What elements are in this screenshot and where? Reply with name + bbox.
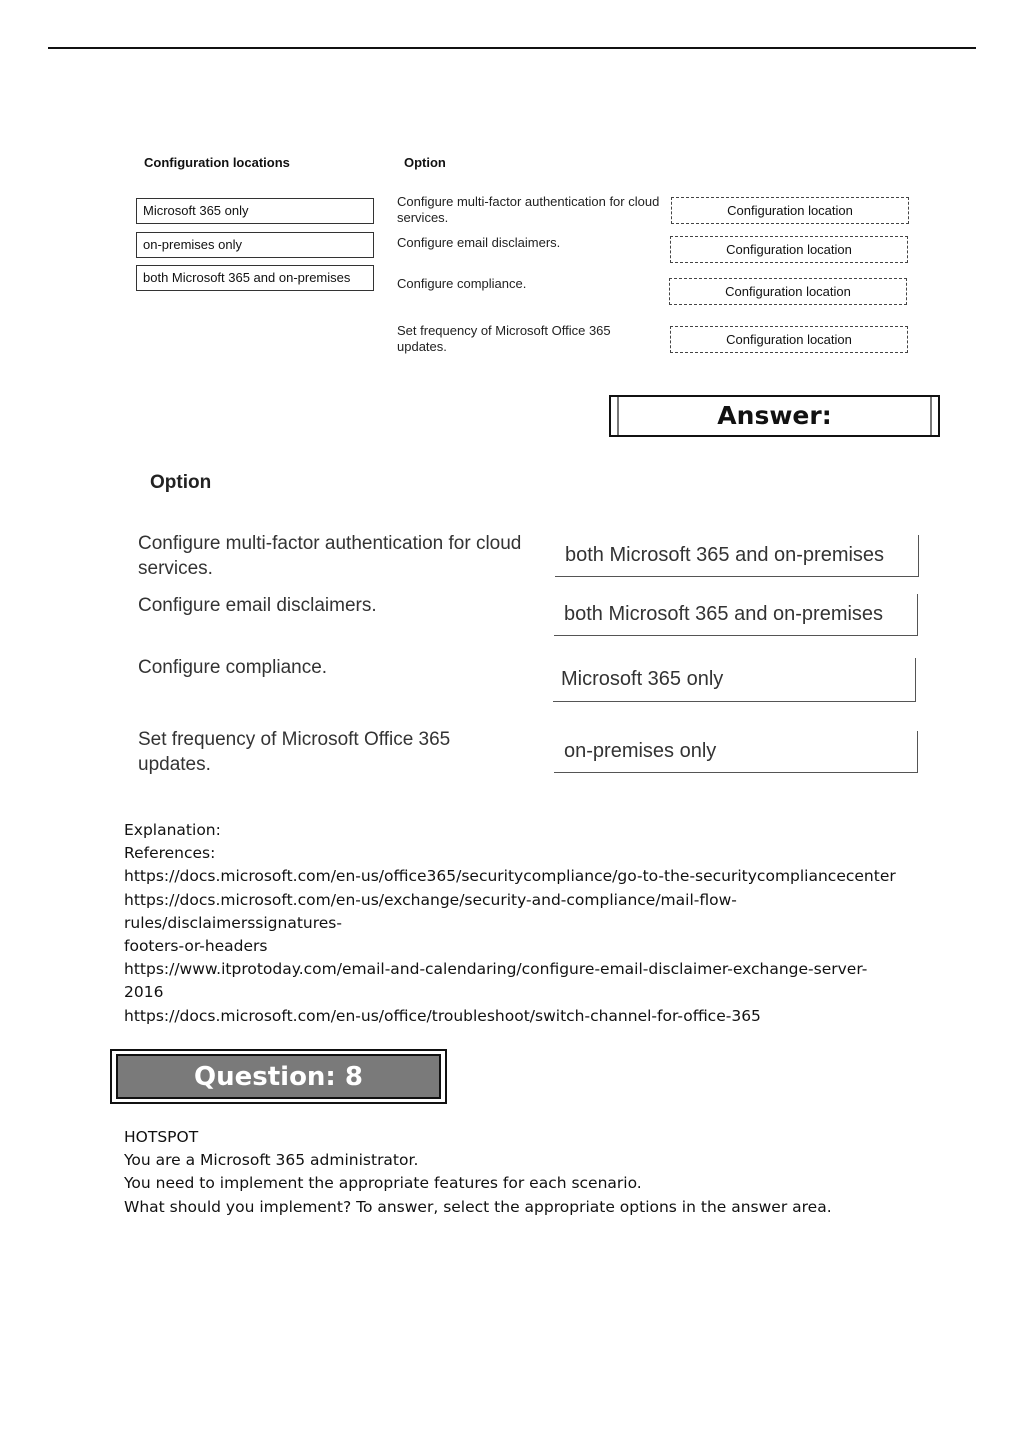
location-on-premises-only[interactable]: on-premises only [136,232,374,258]
reference-link[interactable]: https://docs.microsoft.com/en-us/office/troubleshoot/switch-channel-for-office-365 [124,1006,761,1025]
location-both[interactable]: both Microsoft 365 and on-premises [136,265,374,291]
explanation-label: Explanation: [124,821,221,839]
question-banner [110,1049,447,1104]
reference-link[interactable]: https://docs.microsoft.com/en-us/office365/securitycompliance/go-to-the-securitycompliancecenter [124,867,896,886]
drop-target-update-frequency[interactable]: Configuration location [670,326,908,353]
question-type: HOTSPOT [124,1128,199,1146]
explanation-block [124,819,924,1028]
option-email-disclaimers: Configure email disclaimers. [397,235,561,250]
option-mfa: Configure multi-factor authentication for cloud services. [397,194,660,225]
drop-target-compliance[interactable]: Configuration location [669,278,907,305]
reference-link-continued[interactable]: 2016 [124,983,164,1002]
reference-link-continued[interactable]: rules/disclaimerssignatures- [124,913,342,932]
answer-value-email-disclaimers: both Microsoft 365 and on-premises [554,594,918,636]
answer-banner-label: Answer: [617,397,932,435]
answer-value-mfa: both Microsoft 365 and on-premises [555,535,919,577]
question-number: Question: 8 [194,1062,363,1092]
answer-banner [609,395,940,437]
answer-option-compliance: Configure compliance. [138,657,328,678]
answer-value-compliance: Microsoft 365 only [553,658,916,702]
answer-option-mfa: Configure multi-factor authentication for cloud services. [138,533,522,579]
question-banner-fill [116,1054,441,1099]
reference-link[interactable]: https://docs.microsoft.com/en-us/exchange/security-and-compliance/mail-flow- [124,890,737,909]
question-body [124,1126,944,1219]
location-microsoft-365-only[interactable]: Microsoft 365 only [136,198,374,224]
answer-value-update-frequency: on-premises only [554,731,918,773]
option-header: Option [404,155,446,170]
answer-option-header: Option [150,472,212,493]
reference-link-continued[interactable]: footers-or-headers [124,937,268,956]
reference-link[interactable]: https://www.itprotoday.com/email-and-calendaring/configure-email-disclaimer-exchange-server- [124,960,868,979]
option-compliance: Configure compliance. [397,276,527,291]
locations-header: Configuration locations [144,155,290,170]
answer-option-email-disclaimers: Configure email disclaimers. [138,595,377,616]
question-line: You need to implement the appropriate features for each scenario. [124,1174,642,1193]
answer-option-update-frequency: Set frequency of Microsoft Office 365 updates. [138,729,451,775]
drop-target-mfa[interactable]: Configuration location [671,197,909,224]
references-label: References: [124,844,216,863]
drop-target-email-disclaimers[interactable]: Configuration location [670,236,908,263]
page-header-rule [48,47,976,49]
option-update-frequency: Set frequency of Microsoft Office 365 updates. [397,323,611,354]
question-line: What should you implement? To answer, select the appropriate options in the answer area. [124,1197,832,1216]
question-line: You are a Microsoft 365 administrator. [124,1151,419,1170]
